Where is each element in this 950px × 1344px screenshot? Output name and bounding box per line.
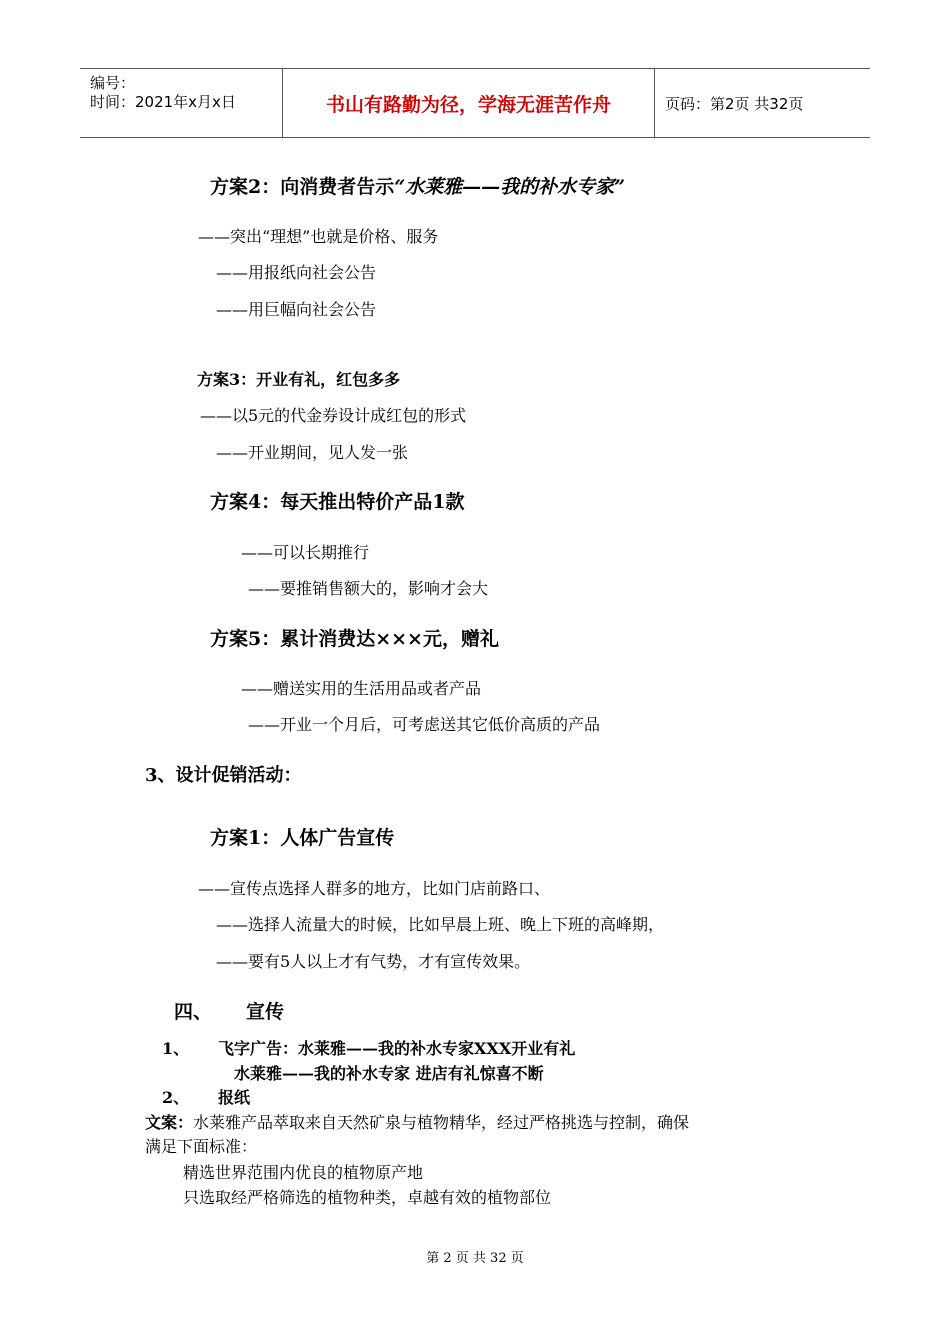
header-motto-cell (283, 69, 655, 137)
section3-item-2: ——选择人流量大的时候，比如早晨上班、晚上下班的高峰期， (216, 915, 665, 934)
plan4-item-1: ——可以长期推行 (241, 543, 370, 562)
copy-label: 文案： (145, 1113, 194, 1132)
copy-bullet-1: 精选世界范围内优良的植物原产地 (183, 1163, 424, 1182)
section3-item-3: ——要有5人以上才有气势，才有宣传效果。 (216, 952, 531, 971)
section3-heading: 3、设计促销活动： (145, 765, 302, 786)
plan4-title: 方案4：每天推出特价产品1款 (210, 491, 465, 513)
header-page-cell (655, 69, 870, 137)
page-info: 页码：第2页 共32页 (665, 95, 804, 113)
section4-num: 四、 (174, 1001, 213, 1023)
section3-item-1: ——宣传点选择人群多的地方，比如门店前路口、 (198, 879, 551, 898)
plan3-item-2: ——开业期间，见人发一张 (216, 443, 409, 462)
plan2-item-3: ——用巨幅向社会公告 (216, 300, 377, 319)
section4-title: 宣传 (246, 1001, 285, 1023)
section3-plan1-title: 方案1：人体广告宣传 (210, 827, 395, 849)
plan5-item-1: ——赠送实用的生活用品或者产品 (241, 679, 482, 698)
motto: 书山有路勤为径，学海无涯苦作舟 (325, 94, 611, 116)
date-line: 时间：2021年x月x日 (90, 93, 236, 111)
plan2-item-2: ——用报纸向社会公告 (216, 263, 377, 282)
page-header (80, 68, 870, 138)
plan2-title-quote: “水莱雅——我的补水专家” (394, 176, 626, 198)
section4-item1-num: 1、 (162, 1039, 190, 1058)
plan3-item-1: ——以5元的代金券设计成红包的形式 (200, 406, 467, 425)
copy-line-1 (145, 1110, 689, 1133)
plan4-item-2: ——要推销售额大的，影响才会大 (248, 579, 489, 598)
copy-text-1: 水莱雅产品萃取来自天然矿泉与植物精华，经过严格挑选与控制，确保 (193, 1113, 690, 1132)
plan2-title-prefix: 方案2：向消费者告示 (210, 176, 395, 198)
plan5-item-2: ——开业一个月后，可考虑送其它低价高质的产品 (248, 715, 601, 734)
header-meta-cell (80, 69, 283, 137)
plan2-title (210, 172, 625, 199)
section4-item1-line2: 水莱雅——我的补水专家 进店有礼惊喜不断 (234, 1064, 544, 1083)
plan5-title: 方案5：累计消费达×××元，赠礼 (210, 628, 499, 650)
copy-bullet-2: 只选取经严格筛选的植物种类，卓越有效的植物部位 (183, 1188, 552, 1207)
section4-item2-num: 2、 (162, 1088, 190, 1107)
section4-item2-title: 报纸 (218, 1088, 251, 1107)
page-footer: 第 2 页 共 32 页 (426, 1251, 524, 1266)
code-label: 编号： (90, 74, 136, 92)
section4-item1-line1: 飞字广告：水莱雅——我的补水专家XXX开业有礼 (218, 1039, 576, 1058)
copy-line-2: 满足下面标准： (145, 1137, 258, 1156)
plan3-title: 方案3：开业有礼，红包多多 (197, 370, 401, 389)
plan2-item-1: ——突出“理想”也就是价格、服务 (198, 227, 439, 246)
